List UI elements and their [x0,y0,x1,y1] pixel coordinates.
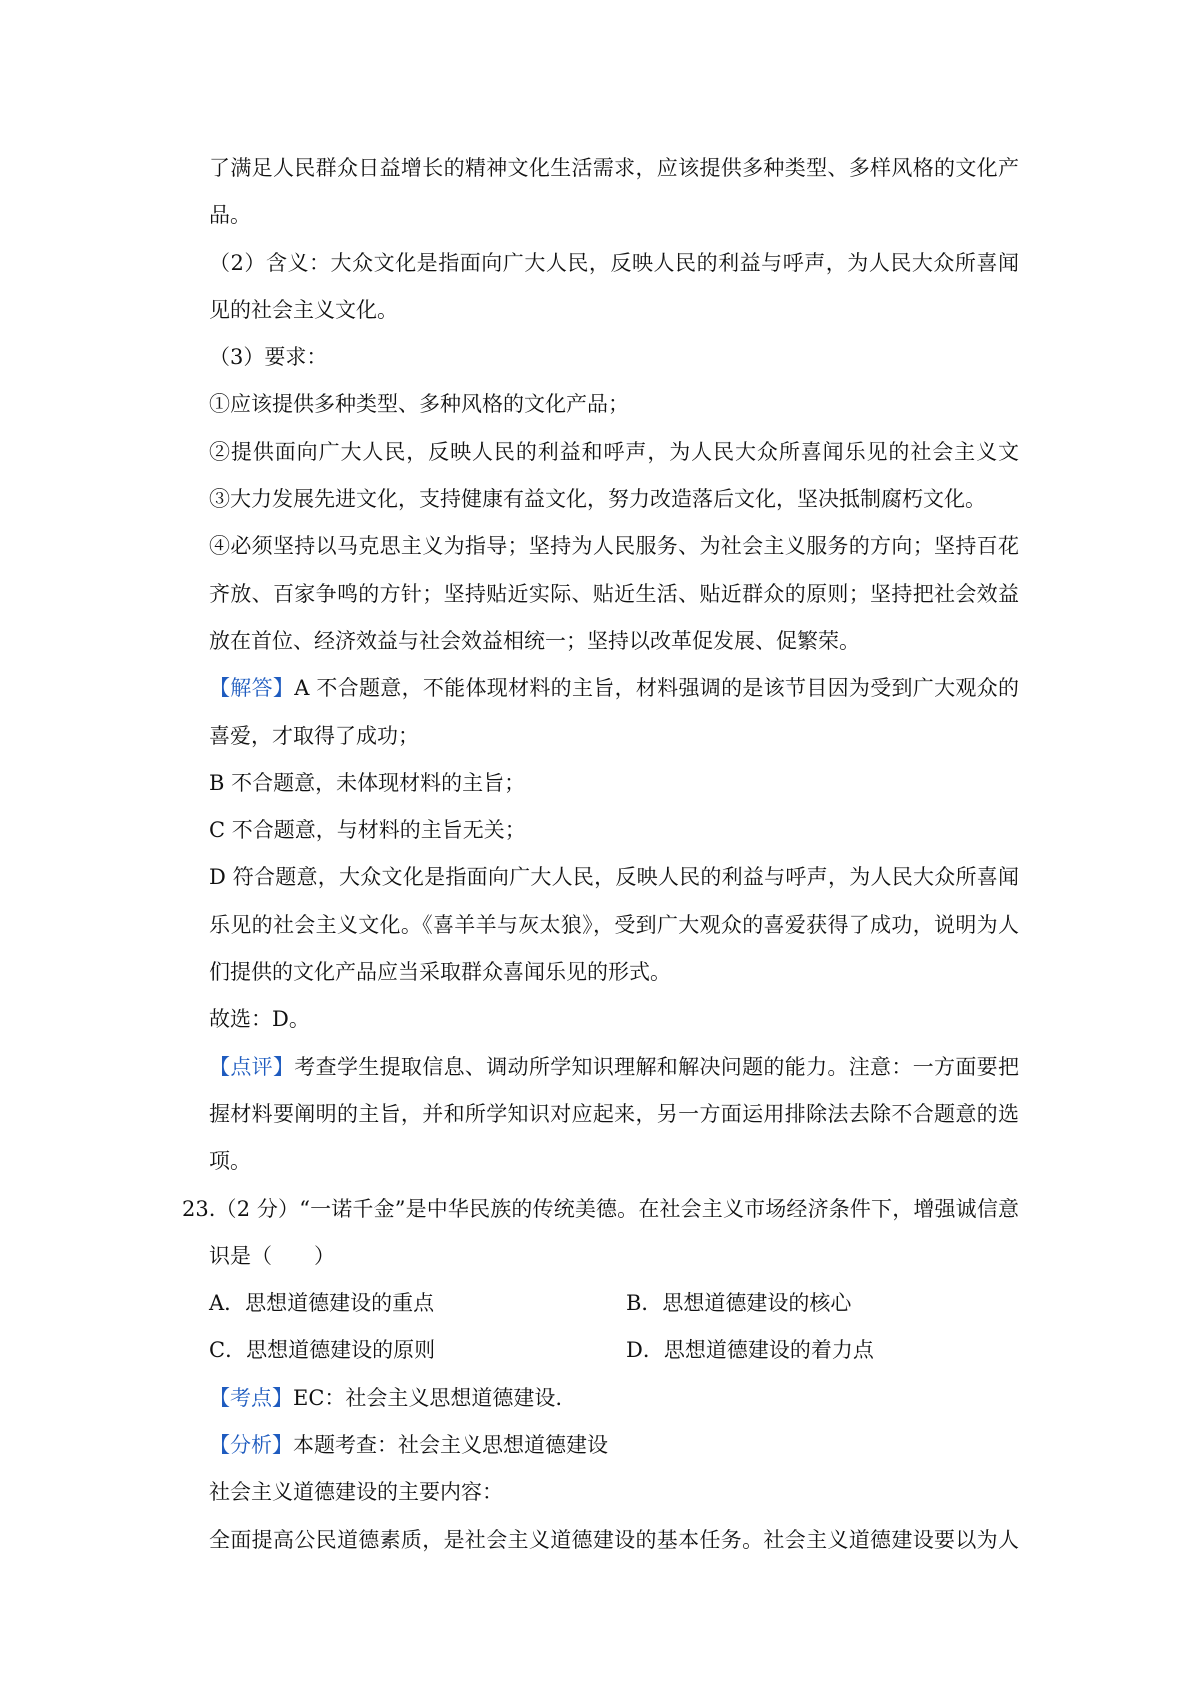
text-line: 了满足人民群众日益增长的精神文化生活需求，应该提供多种类型、多样风格的文化产 [209,156,1019,180]
answer-section [209,665,1019,712]
document-page [0,145,1200,1564]
kaodian-section [209,1375,1019,1422]
text-line: 放在首位、经济效益与社会效益相统一；坚持以改革促发展、促繁荣。 [209,628,860,653]
text-line: 见的社会主义文化。 [209,297,398,322]
option-a: A．思想道德建设的重点 [209,1291,435,1316]
text-line: 项。 [209,1149,251,1174]
option-d: D．思想道德建设的着力点 [626,1338,874,1363]
comment-section [209,1044,1019,1091]
text-line: ②提供面向广大人民，反映人民的利益和呼声，为人民大众所喜闻乐见的社会主义文 [209,439,1019,464]
text-line: 齐放、百家争鸣的方针；坚持贴近实际、贴近生活、贴近群众的原则；坚持把社会效益 [209,581,1019,606]
option-b: B．思想道德建设的核心 [626,1291,852,1316]
text-line: 握材料要阐明的主旨，并和所学知识对应起来，另一方面运用排除法去除不合题意的选 [209,1101,1019,1126]
text-line: 品。 [209,203,251,228]
question-stem: 23.（2 分）“一诺千金”是中华民族的传统美德。在社会主义市场经济条件下，增强诚信意 [182,1196,1019,1221]
comment-label: 【点评】 [209,1054,295,1079]
text-line: C 不合题意，与材料的主旨无关； [209,818,526,843]
text-line: ③大力发展先进文化，支持健康有益文化，努力改造落后文化，坚决抵制腐朽文化。 [209,487,986,512]
answer-text: A 不合题意，不能体现材料的主旨，材料强调的是该节目因为受到广大观众的 [294,676,1019,701]
fenxi-section [209,1422,1019,1469]
option-c: C．思想道德建设的原则 [209,1338,436,1363]
fenxi-text: 本题考查：社会主义思想道德建设 [293,1433,608,1458]
question-stem-cont: 识是（ ） [209,1243,335,1268]
text-line: 故选：D。 [209,1007,310,1032]
text-line: （2）含义：大众文化是指面向广大人民，反映人民的利益与呼声，为人民大众所喜闻 [209,250,1019,275]
text-line: 社会主义道德建设的主要内容： [209,1480,503,1505]
text-line: ①应该提供多种类型、多种风格的文化产品； [209,392,629,417]
text-line: 全面提高公民道德素质，是社会主义道德建设的基本任务。社会主义道德建设要以为人 [209,1527,1019,1552]
kaodian-text: EC：社会主义思想道德建设. [293,1385,563,1410]
fenxi-label: 【分析】 [209,1433,293,1458]
text-line: D 符合题意，大众文化是指面向广大人民，反映人民的利益与呼声，为人民大众所喜闻 [209,865,1019,890]
text-line: B 不合题意，未体现材料的主旨； [209,770,526,795]
options-row [0,1327,1200,1374]
text-line: （3）要求： [209,345,328,370]
text-line: 喜爱，才取得了成功； [209,723,419,748]
options-row [0,1280,1200,1327]
text-line: ④必须坚持以马克思主义为指导；坚持为人民服务、为社会主义服务的方向；坚持百花 [209,534,1019,559]
kaodian-label: 【考点】 [209,1385,293,1410]
answer-label: 【解答】 [209,676,295,701]
comment-text: 考查学生提取信息、调动所学知识理解和解决问题的能力。注意：一方面要把 [294,1054,1019,1079]
text-line: 乐见的社会主义文化。《喜羊羊与灰太狼》，受到广大观众的喜爱获得了成功，说明为人 [209,912,1019,937]
text-line: 们提供的文化产品应当采取群众喜闻乐见的形式。 [209,960,671,985]
